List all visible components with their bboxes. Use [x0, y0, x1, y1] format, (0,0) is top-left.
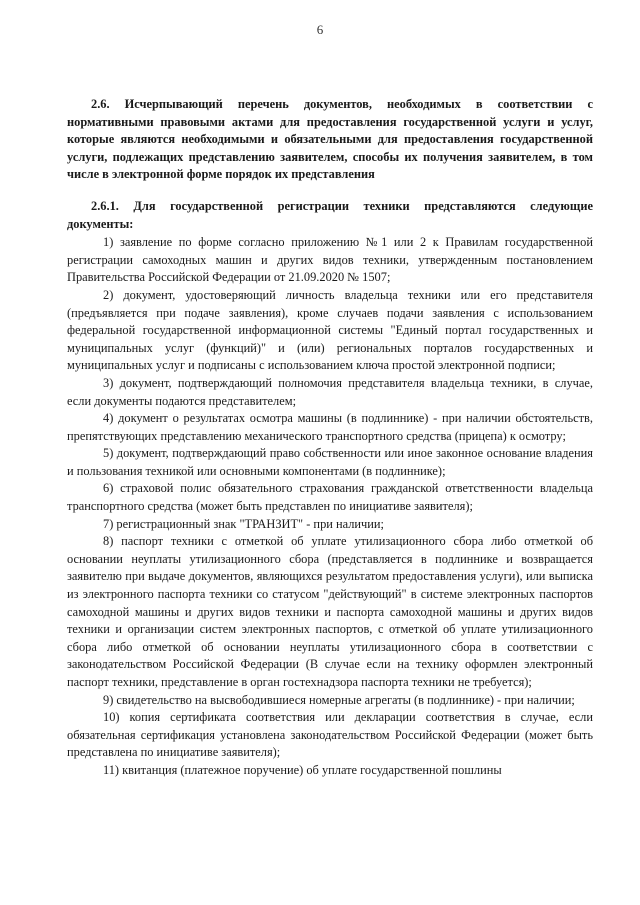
list-item: 6) страховой полис обязательного страхования гражданской ответственности владельца транспортного средства (может быть представлен по инициативе заявителя);	[67, 481, 593, 514]
list-item: 2) документ, удостоверяющий личность владельца техники или его представителя (предъявляется при подаче заявления), кроме случаев подачи заявления с использованием федеральной государственной информационной системы "Единый портал государственных и муниципальных услуг (функций)" и (или) региональных порталов государственных и муниципальных услуг и подписаны с использованием ключа простой электронной подписи;	[67, 287, 593, 373]
list-item: 10) копия сертификата соответствия или декларации соответствия в случае, если обязательная сертификация установлена законодательством Российской Федерации (может быть представлена по инициативе заявителя);	[67, 710, 593, 760]
list-item: 7) регистрационный знак "ТРАНЗИТ" - при наличии;	[103, 516, 384, 531]
document-body	[67, 96, 593, 780]
list-item: 5) документ, подтверждающий право собственности или иное законное основание владения и пользования техникой или основными компонентами (в подлиннике);	[67, 446, 593, 478]
list-item: 3) документ, подтверждающий полномочия представителя владельца техники, в случае, если документы подаются представителем;	[67, 375, 593, 408]
list-item: 9) свидетельство на высвободившиеся номерные агрегаты (в подлиннике) - при наличии;	[103, 692, 575, 707]
section-heading: 2.6. Исчерпывающий перечень документов, необходимых в соответствии с нормативными правовыми актами для предоставления государственной услуги и услуг, которые являются необходимыми и обязательными для предоставления государственной услуги, подлежащих представлению заявителем, способы их получения заявителем, в том числе в электронной форме порядок их представления	[67, 97, 593, 182]
list-item: 11) квитанция (платежное поручение) об уплате государственной пошлины	[103, 762, 502, 777]
list-item: 8) паспорт техники с отметкой об уплате утилизационного сбора либо отметкой об основании неуплаты утилизационного сбора (представляется в подлиннике и возвращается заявителю при выдаче документов, являющихся результатом предоставления услуги), или выписка из электронного паспорта техники со статусом "действующий" в системе электронных паспортов самоходной машины и других видов техники и паспорта самоходной машины и других видов техники и организации систем электронных паспортов, с отметкой об уплате утилизационного сбора либо отметкой об основании неуплаты утилизационного сбора в соответствии с законодательством Российской Федерации (В случае если на технику оформлен электронный паспорт техники, представление в орган гостехнадзора паспорта техники не требуется);	[67, 534, 593, 689]
page-number: 6	[316, 22, 324, 37]
subsection-heading: 2.6.1. Для государственной регистрации техники представляются следующие документы:	[67, 198, 593, 231]
list-item: 4) документ о результатах осмотра машины (в подлиннике) - при наличии обстоятельств, препятствующих представлению механического транспортного средства (прицепа) к осмотру;	[67, 411, 593, 443]
list-item: 1) заявление по форме согласно приложению №1 или 2 к Правилам государственной регистрации самоходных машин и других видов техники, утвержденным постановлением Правительства Российской Федерации от 21.09.2020 № 1507;	[67, 235, 593, 285]
